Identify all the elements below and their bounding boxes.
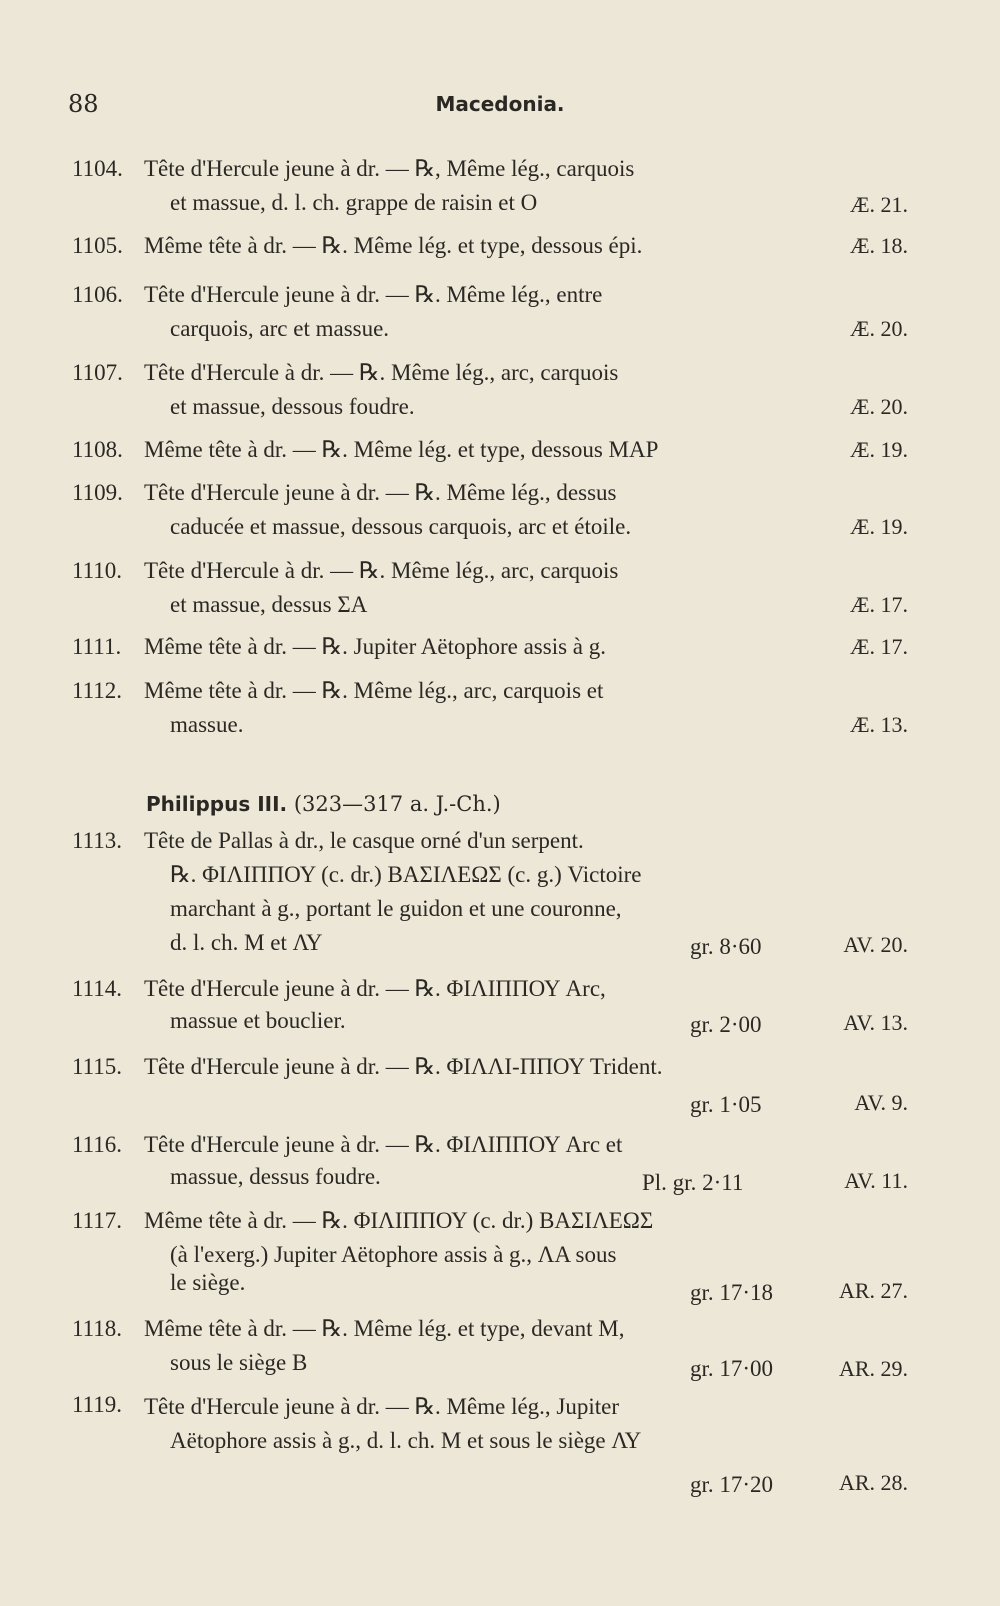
section-heading — [146, 792, 501, 816]
entry-text: et massue, dessus ΣA — [170, 592, 368, 617]
entry-number: 1111. — [72, 634, 122, 659]
metal-size: Æ. 13. — [849, 712, 908, 737]
entry-number: 1107. — [72, 360, 123, 385]
metal-size: AR. 27. — [838, 1278, 908, 1303]
entry-number: 1104. — [72, 156, 123, 181]
metal-size: Æ. 19. — [849, 437, 908, 462]
entry-number: 1115. — [72, 1054, 123, 1079]
entry-text: Tête d'Hercule jeune à dr. — ℞. Même lég., dessus — [144, 480, 617, 505]
metal-size: Æ. 19. — [849, 514, 908, 539]
entry-text: massue. — [170, 712, 244, 737]
weight-value: Pl. gr. 2·11 — [642, 1170, 744, 1195]
entry-text: Même tête à dr. — ℞. Même lég. et type, dessous épi. — [144, 233, 643, 258]
metal-size: Æ. 17. — [849, 634, 908, 659]
entry-text: (à l'exerg.) Jupiter Aëtophore assis à g., ΛA sous — [170, 1242, 617, 1267]
entry-text: Même tête à dr. — ℞. Même lég. et type, dessous MAP — [144, 437, 659, 462]
entry-number: 1114. — [72, 976, 123, 1001]
entry-text: Tête d'Hercule à dr. — ℞. Même lég., arc, carquois — [144, 360, 619, 385]
weight-value: gr. 8·60 — [690, 934, 762, 959]
weight-value: gr. 1·05 — [690, 1092, 762, 1117]
entry-text: Tête d'Hercule jeune à dr. — ℞. Même lég., entre — [144, 282, 603, 307]
weight-value: gr. 17·18 — [690, 1280, 774, 1305]
entry-text: Tête d'Hercule jeune à dr. — ℞. ΦΙΛΙΠΠΟΥ Arc, — [144, 976, 606, 1001]
entry-text: et massue, d. l. ch. grappe de raisin et O — [170, 190, 538, 215]
entry-text: sous le siège B — [170, 1350, 308, 1375]
entry-number: 1108. — [72, 437, 123, 462]
entry-text: Tête d'Hercule à dr. — ℞. Même lég., arc, carquois — [144, 558, 619, 583]
entry-number: 1113. — [72, 828, 123, 853]
entry-number: 1119. — [72, 1392, 123, 1417]
weight-value: gr. 17·20 — [690, 1472, 774, 1497]
metal-size: AV. 20. — [843, 932, 908, 957]
entry-text: massue et bouclier. — [170, 1008, 346, 1033]
entry-number: 1112. — [72, 678, 123, 703]
metal-size: AV. 11. — [844, 1168, 908, 1193]
section-dates: (323—317 a. J.-Ch.) — [293, 792, 501, 816]
entry-text: Tête d'Hercule jeune à dr. — ℞. ΦΙΛΙΠΠΟΥ Arc et — [144, 1132, 623, 1157]
page-title: Macedonia. — [435, 92, 565, 116]
entry-number: 1110. — [72, 558, 123, 583]
entry-text: Même tête à dr. — ℞. ΦΙΛΙΠΠΟΥ (c. dr.) ΒΑΣΙΛΕΩΣ — [144, 1208, 654, 1233]
entry-text: Même tête à dr. — ℞. Jupiter Aëtophore assis à g. — [144, 634, 606, 659]
weight-value: gr. 2·00 — [690, 1012, 762, 1037]
entry-number: 1118. — [72, 1316, 123, 1341]
entry-text: Tête d'Hercule jeune à dr. — ℞, Même lég., carquois — [144, 156, 635, 181]
entry-number: 1109. — [72, 480, 123, 505]
entry-number: 1106. — [72, 282, 123, 307]
metal-size: Æ. 20. — [849, 316, 908, 341]
entry-text: le siège. — [170, 1270, 246, 1295]
entry-text: carquois, arc et massue. — [170, 316, 390, 341]
entry-text: caducée et massue, dessous carquois, arc et étoile. — [170, 514, 632, 539]
entry-text: massue, dessus foudre. — [170, 1164, 381, 1189]
entry-text: Aëtophore assis à g., d. l. ch. M et sous le siège ΛΥ — [170, 1428, 642, 1453]
entry-text: Tête d'Hercule jeune à dr. — ℞. ΦΙΛΛΙ-ΠΠΟΥ Trident. — [144, 1054, 663, 1079]
section-title: Philippus III. — [146, 792, 288, 816]
metal-size: Æ. 18. — [849, 233, 908, 258]
entry-text: marchant à g., portant le guidon et une couronne, — [170, 896, 622, 921]
entry-text: Même tête à dr. — ℞. Même lég. et type, devant M, — [144, 1316, 625, 1341]
metal-size: Æ. 17. — [849, 592, 908, 617]
entry-text: Tête d'Hercule jeune à dr. — ℞. Même lég., Jupiter — [144, 1394, 620, 1419]
entry-text: Tête de Pallas à dr., le casque orné d'un serpent. — [144, 828, 584, 853]
entry-number: 1116. — [72, 1132, 123, 1157]
entry-number: 1117. — [72, 1208, 123, 1233]
entry-number: 1105. — [72, 233, 123, 258]
metal-size: Æ. 20. — [849, 394, 908, 419]
entry-text: ℞. ΦΙΛΙΠΠΟΥ (c. dr.) ΒΑΣΙΛΕΩΣ (c. g.) Victoire — [170, 862, 642, 887]
metal-size: AV. 9. — [854, 1090, 908, 1115]
weight-value: gr. 17·00 — [690, 1356, 774, 1381]
metal-size: AR. 28. — [838, 1470, 908, 1495]
page-number: 88 — [68, 90, 99, 118]
entry-text: Même tête à dr. — ℞. Même lég., arc, carquois et — [144, 678, 604, 703]
metal-size: AR. 29. — [838, 1356, 908, 1381]
entry-text: et massue, dessous foudre. — [170, 394, 415, 419]
metal-size: Æ. 21. — [849, 192, 908, 217]
entry-text: d. l. ch. M et ΛΥ — [170, 930, 323, 955]
metal-size: AV. 13. — [843, 1010, 908, 1035]
